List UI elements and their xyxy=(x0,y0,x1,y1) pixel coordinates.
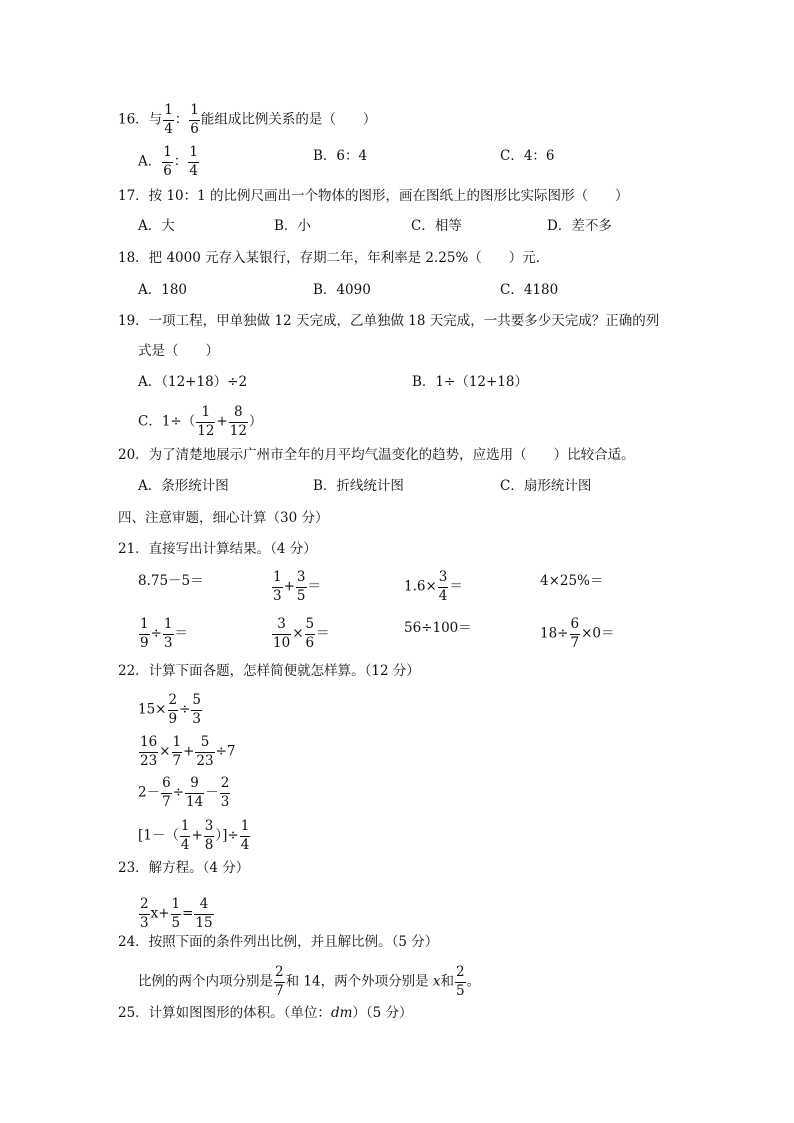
q22-expr-1: 15× $\frac{2}{9}$ ÷ $\frac{5}{3}$ xyxy=(138,692,201,727)
q18-option-a[interactable]: A．180 xyxy=(138,282,188,298)
fraction: $\frac{1}{6}$ xyxy=(190,102,199,137)
fraction: $\frac{3}{10}$ xyxy=(273,616,291,651)
q16-option-a[interactable]: A． $\frac{1}{6}$ ： $\frac{1}{4}$ xyxy=(138,144,198,179)
q22-title: 22．计算下面各题，怎样简便就怎样算。（12 分） xyxy=(118,663,420,679)
fraction: $\frac{1}{3}$ xyxy=(273,569,282,604)
q19-question-line2: 式是（ ） xyxy=(138,343,219,359)
q20-option-a[interactable]: A．条形统计图 xyxy=(138,478,229,494)
q21-expr-5: $\frac{1}{9}$ ÷ $\frac{1}{3}$ ＝ xyxy=(140,616,188,651)
fraction: $\frac{3}{8}$ xyxy=(204,818,214,853)
q19-option-a[interactable]: A．（12+18）÷2 xyxy=(138,374,248,390)
fraction: $\frac{4}{15}$ xyxy=(195,896,213,931)
q21-expr-6: $\frac{3}{10}$ × $\frac{5}{6}$ ＝ xyxy=(273,616,330,651)
q16-option-b[interactable]: B．6：4 xyxy=(313,148,368,164)
q16-option-c[interactable]: C．4：6 xyxy=(500,148,555,164)
fraction: $\frac{1}{5}$ xyxy=(171,896,181,931)
q17-option-a[interactable]: A．大 xyxy=(138,218,175,234)
q24-condition: 比例的两个内项分别是 $\frac{2}{7}$ 和 14，两个外项分别是 x和 $\frac{2}{5}$ 。 xyxy=(138,964,481,999)
fraction: $\frac{1}{7}$ xyxy=(172,734,182,769)
fraction: $\frac{3}{5}$ xyxy=(296,569,306,604)
fraction: $\frac{5}{6}$ xyxy=(305,616,315,651)
q18-option-b[interactable]: B．4090 xyxy=(313,282,371,298)
q17-option-b[interactable]: B．小 xyxy=(274,218,311,234)
q21-expr-8: 18÷ $\frac{6}{7}$ ×0＝ xyxy=(540,616,615,651)
q21-expr-7: 56÷100＝ xyxy=(404,620,472,636)
q21-expr-1: 8.75－5＝ xyxy=(138,573,204,589)
fraction: $\frac{1}{4}$ xyxy=(240,818,250,853)
q19-option-b[interactable]: B．1÷（12+18） xyxy=(412,374,528,390)
q17-option-c[interactable]: C．相等 xyxy=(411,218,462,234)
fraction: $\frac{5}{3}$ xyxy=(192,692,201,727)
fraction: $\frac{1}{4}$ xyxy=(189,144,198,179)
q19-option-c[interactable]: C．1÷（ $\frac{1}{12}$ + $\frac{8}{12}$ ） xyxy=(138,404,263,439)
fraction: $\frac{1}{12}$ xyxy=(197,404,215,439)
q22-expr-2: $\frac{16}{23}$ × $\frac{1}{7}$ + $\frac{5}{23}$ ÷7 xyxy=(140,734,236,769)
fraction: $\frac{2}{9}$ xyxy=(168,692,178,727)
fraction: $\frac{6}{7}$ xyxy=(570,616,580,651)
q18-question: 18．把 4000 元存入某银行，存期二年，年利率是 2.25%（ ）元． xyxy=(118,250,550,266)
q24-title: 24．按照下面的条件列出比例，并且解比例。（5 分） xyxy=(118,934,439,950)
q21-expr-2: $\frac{1}{3}$ + $\frac{3}{5}$ ＝ xyxy=(273,569,321,604)
fraction: $\frac{1}{6}$ xyxy=(163,144,172,179)
fraction: $\frac{2}{7}$ xyxy=(275,964,284,999)
fraction: $\frac{16}{23}$ xyxy=(140,734,158,769)
q20-option-b[interactable]: B．折线统计图 xyxy=(313,478,404,494)
fraction: $\frac{1}{9}$ xyxy=(140,616,149,651)
fraction: $\frac{5}{23}$ xyxy=(196,734,214,769)
fraction: $\frac{3}{4}$ xyxy=(438,569,448,604)
q21-expr-3: 1.6× $\frac{3}{4}$ ＝ xyxy=(404,569,463,604)
q19-question-line1: 19．一项工程，甲单独做 12 天完成，乙单独做 18 天完成，一共要多少天完成？正确的列 xyxy=(118,313,660,329)
q22-expr-3: 2－ $\frac{6}{7}$ ÷ $\frac{9}{14}$ － $\frac{2}{3}$ xyxy=(138,775,230,810)
q18-option-c[interactable]: C．4180 xyxy=(500,282,559,298)
q23-title: 23．解方程。（4 分） xyxy=(118,860,250,876)
fraction: $\frac{6}{7}$ xyxy=(162,775,171,810)
fraction: $\frac{1}{4}$ xyxy=(164,102,173,137)
fraction: $\frac{1}{4}$ xyxy=(180,818,190,853)
q16-question: 16．与 $\frac{1}{4}$ ： $\frac{1}{6}$ 能组成比例关系的是（ ） xyxy=(118,102,377,137)
q21-expr-4: 4×25%＝ xyxy=(540,573,604,589)
fraction: $\frac{2}{3}$ xyxy=(220,775,230,810)
q17-option-d[interactable]: D．差不多 xyxy=(547,218,612,234)
section-4-heading: 四、注意审题，细心计算（30 分） xyxy=(118,510,329,526)
fraction: $\frac{9}{14}$ xyxy=(186,775,204,810)
q22-expr-4: [1－（ $\frac{1}{4}$ + $\frac{3}{8}$ ）]÷ $\frac{1}{4}$ xyxy=(138,818,250,853)
fraction: $\frac{8}{12}$ xyxy=(229,404,247,439)
q20-question: 20．为了清楚地展示广州市全年的月平均气温变化的趋势，应选用（ ）比较合适。 xyxy=(118,447,635,463)
q17-question: 17．按 10：1 的比例尺画出一个物体的图形，画在图纸上的图形比实际图形（ ） xyxy=(118,188,629,204)
q23-equation: $\frac{2}{3}$ x+ $\frac{1}{5}$ = $\frac{4}{15}$ xyxy=(140,896,213,931)
unit-dm: dm xyxy=(330,1005,353,1021)
fraction: $\frac{2}{5}$ xyxy=(456,964,465,999)
fraction: $\frac{1}{3}$ xyxy=(163,616,173,651)
q16-prefix: 16．与 xyxy=(118,111,163,128)
q25-title: 25．计算如图图形的体积。（单位：dm）（5 分） xyxy=(118,1005,413,1021)
q21-title: 21．直接写出计算结果。（4 分） xyxy=(118,541,317,557)
fraction: $\frac{2}{3}$ xyxy=(140,896,149,931)
q20-option-c[interactable]: C．扇形统计图 xyxy=(500,478,592,494)
